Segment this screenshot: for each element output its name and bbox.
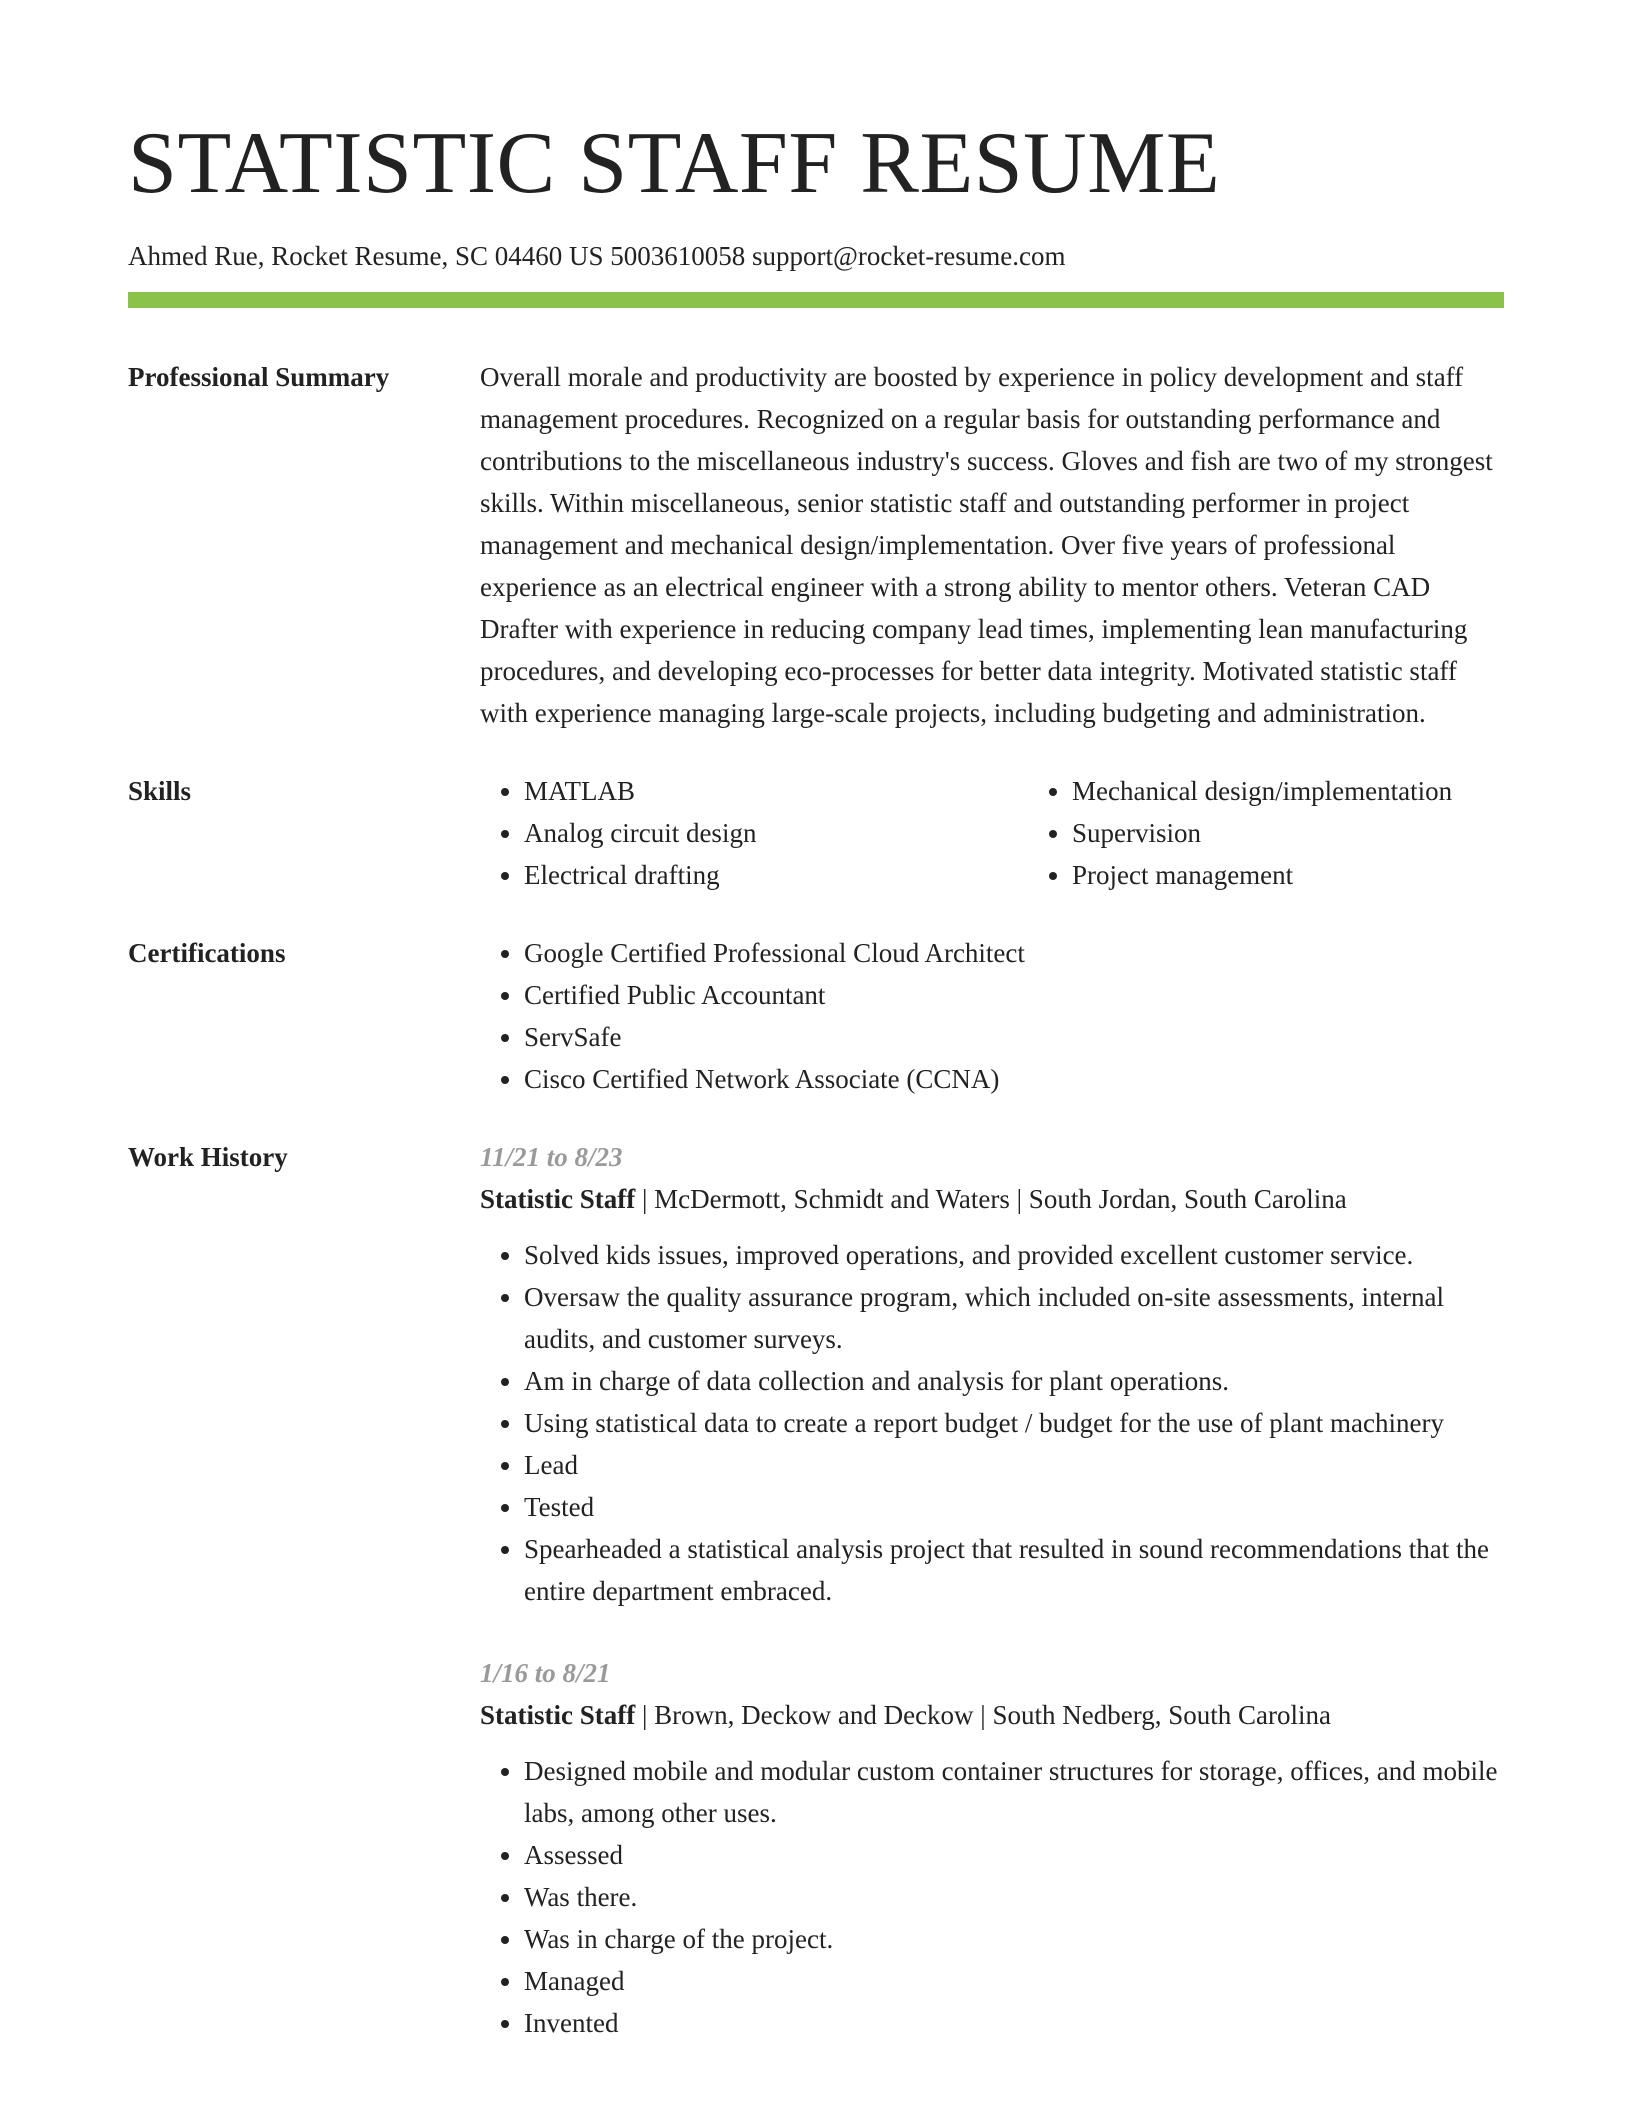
- section-professional-summary: [128, 356, 1504, 734]
- job-bullet: • Invented: [524, 2002, 1504, 2044]
- accent-divider: [128, 292, 1504, 308]
- skills-list-right: [1028, 770, 1504, 896]
- section-label-work-history: Work History: [128, 1142, 288, 1173]
- job-bullet: • Spearheaded a statistical analysis project that resulted in sound recommendations that the entire department embraced.: [524, 1528, 1504, 1612]
- skill-item: • Project management: [1072, 854, 1504, 896]
- job-bullet: • Tested: [524, 1486, 1504, 1528]
- job-entry: [480, 1652, 1504, 2044]
- certifications-list: [480, 932, 1504, 1100]
- job-title: Statistic Staff: [480, 1700, 636, 1731]
- job-bullet: • Using statistical data to create a report budget / budget for the use of plant machinery: [524, 1402, 1504, 1444]
- skill-item: • Mechanical design/implementation: [1072, 770, 1504, 812]
- job-bullet: • Solved kids issues, improved operations, and provided excellent customer service.: [524, 1234, 1504, 1276]
- job-details: | Brown, Deckow and Deckow | South Nedberg, South Carolina: [635, 1700, 1331, 1731]
- section-label-summary: Professional Summary: [128, 362, 390, 393]
- section-skills: [128, 770, 1504, 896]
- job-bullet: • Managed: [524, 1960, 1504, 2002]
- job-details: | McDermott, Schmidt and Waters | South Jordan, South Carolina: [635, 1184, 1347, 1215]
- job-bullet: • Oversaw the quality assurance program, which included on-site assessments, internal audits, and customer surveys.: [524, 1276, 1504, 1360]
- skill-item: • MATLAB: [524, 770, 1028, 812]
- certification-item: • Google Certified Professional Cloud Architect: [524, 932, 1504, 974]
- certification-item: • Certified Public Accountant: [524, 974, 1504, 1016]
- job-title-line: [480, 1694, 1504, 1736]
- section-certifications: [128, 932, 1504, 1100]
- job-bullet: • Was there.: [524, 1876, 1504, 1918]
- section-label-skills: Skills: [128, 776, 192, 807]
- job-bullet: • Assessed: [524, 1834, 1504, 1876]
- skill-item: • Supervision: [1072, 812, 1504, 854]
- summary-text: Overall morale and productivity are boosted by experience in policy development and staff management procedures. Recognized on a regular basis for outstanding performance and contributions to the miscellaneous industry's success. Gloves and fish are two of my strongest skills. Within miscellaneous, senior statistic staff and outstanding performer in project management and mechanical design/implementation. Over five years of professional experience as an electrical engineer with a strong ability to mentor others. Veteran CAD Drafter with experience in reducing company lead times, implementing lean manufacturing procedures, and developing eco-processes for better data integrity. Motivated statistic staff with experience managing large-scale projects, including budgeting and administration.: [480, 362, 1493, 729]
- contact-line: Ahmed Rue, Rocket Resume, SC 04460 US 5003610058 support@rocket-resume.com: [128, 241, 1066, 271]
- job-entry: [480, 1136, 1504, 1612]
- job-bullets: [480, 1234, 1504, 1612]
- job-title-line: [480, 1178, 1504, 1220]
- job-bullet: • Designed mobile and modular custom container structures for storage, offices, and mobile labs, among other uses.: [524, 1750, 1504, 1834]
- resume-title: STATISTIC STAFF RESUME: [128, 115, 1221, 212]
- skill-item: • Electrical drafting: [524, 854, 1028, 896]
- job-bullet: • Was in charge of the project.: [524, 1918, 1504, 1960]
- job-bullets: [480, 1750, 1504, 2044]
- certification-item: • Cisco Certified Network Associate (CCNA): [524, 1058, 1504, 1100]
- job-dates: 11/21 to 8/23: [480, 1142, 623, 1173]
- job-title: Statistic Staff: [480, 1184, 636, 1215]
- section-label-certifications: Certifications: [128, 938, 286, 969]
- certification-item: • ServSafe: [524, 1016, 1504, 1058]
- skill-item: • Analog circuit design: [524, 812, 1028, 854]
- job-bullet: • Am in charge of data collection and analysis for plant operations.: [524, 1360, 1504, 1402]
- section-work-history: [128, 1136, 1504, 2084]
- job-dates: 1/16 to 8/21: [480, 1658, 611, 1689]
- job-bullet: • Lead: [524, 1444, 1504, 1486]
- skills-list-left: [480, 770, 1028, 896]
